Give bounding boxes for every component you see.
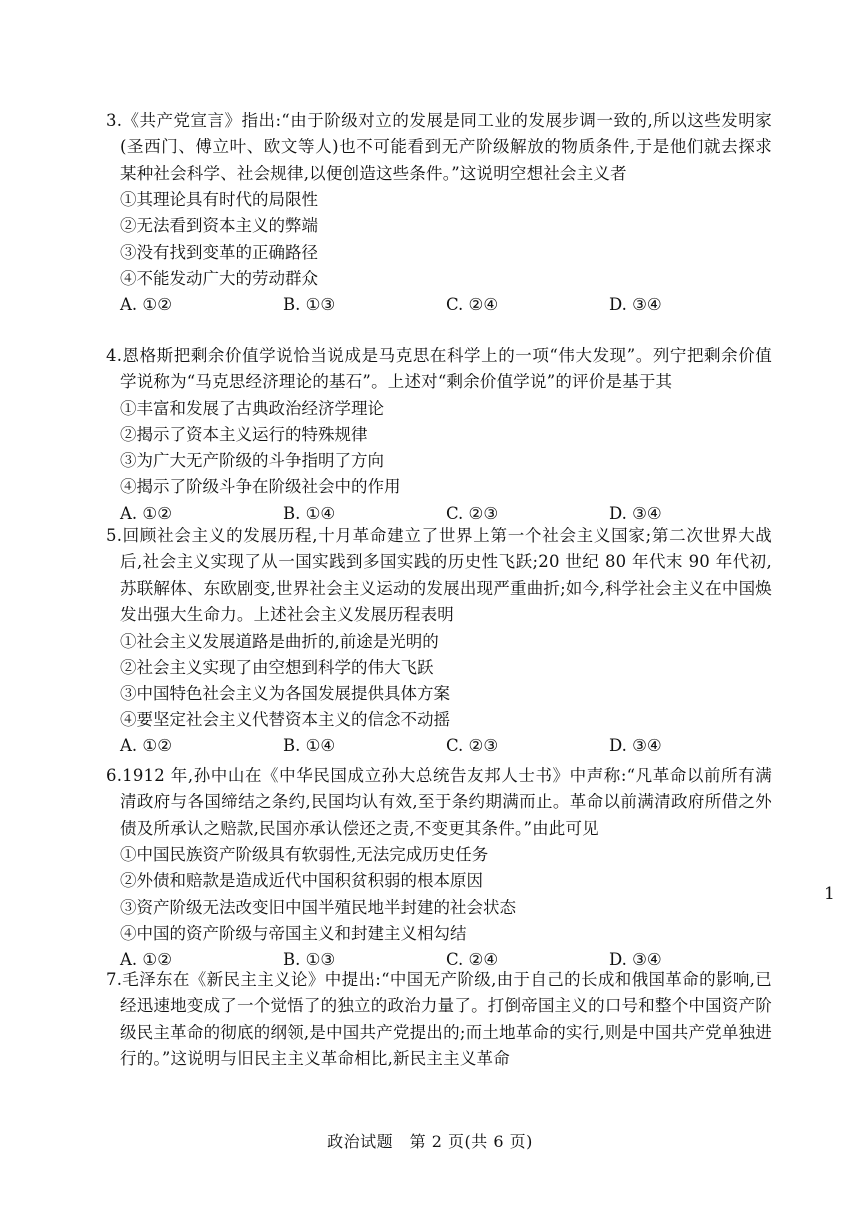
page-footer: 政治试题 第 2 页(共 6 页) [327,1132,533,1151]
answer-choice-d: D. ③④ [609,950,662,970]
answer-choice-b: B. ①③ [283,295,336,315]
statement-option: ③中国特色社会主义为各国发展提供具体方案 [120,684,450,704]
question-7 [106,967,772,1073]
answer-choice-a: A. ①② [120,736,172,756]
answer-choices [106,733,772,759]
statement-option: ③资产阶级无法改变旧中国半殖民地半封建的社会状态 [120,897,516,917]
statement-option: ②无法看到资本主义的弊端 [120,216,318,236]
answer-choice-c: C. ②④ [446,295,499,315]
question-stem: 3.《共产党宣言》指出:“由于阶级对立的发展是同工业的发展步调一致的,所以这些发明家(圣西门、傅立叶、欧文等人)也不可能看到无产阶级解放的物质条件,于是他们就去探求某种社会科学、社会规律,以便创造这些条件。”这说明空想社会主义者 [106,111,772,183]
statement-option: ③为广大无产阶级的斗争指明了方向 [120,451,384,471]
statement-option: ①丰富和发展了古典政治经济学理论 [120,398,384,418]
question-stem: 7.毛泽东在《新民主主义论》中提出:“中国无产阶级,由于自己的长成和俄国革命的影响,已经迅速地变成了一个觉悟了的独立的政治力量了。打倒帝国主义的口号和整个中国资产阶级民主革命的彻底的纲领,是中国共产党提出的;而土地革命的实行,则是中国共产党单独进行的。”这说明与旧民主主义革命相比,新民主主义革命 [106,970,772,1069]
answer-choice-a: A. ①② [120,950,172,970]
statement-option: ①中国民族资产阶级具有软弱性,无法完成历史任务 [120,845,489,865]
statement-option: ②外债和赔款是造成近代中国积贫积弱的根本原因 [120,871,483,891]
statement-option: ①社会主义发展道路是曲折的,前途是光明的 [120,631,439,651]
question-stem: 6.1912 年,孙中山在《中华民国成立孙大总统告友邦人士书》中声称:“凡革命以前所有满清政府与各国缔结之条约,民国均认有效,至于条约期满而止。革命以前满清政府所借之外债及所承认之赔款,民国亦承认偿还之责,不变更其条件。”由此可见 [106,766,772,838]
question-3 [106,108,772,318]
side-page-number: 1 [824,884,835,904]
question-5 [106,523,772,759]
question-6 [106,763,772,973]
answer-choice-c: C. ②③ [446,736,499,756]
answer-choice-a: A. ①② [120,503,172,523]
answer-choice-d: D. ③④ [609,295,662,315]
statement-option: ①其理论具有时代的局限性 [120,190,318,210]
answer-choice-d: D. ③④ [609,503,662,523]
statement-option: ④不能发动广大的劳动群众 [120,268,318,288]
answer-choice-d: D. ③④ [609,736,662,756]
answer-choices [106,292,772,318]
answer-choice-b: B. ①③ [283,950,336,970]
statement-option: ②社会主义实现了由空想到科学的伟大飞跃 [120,657,434,677]
answer-choice-b: B. ①④ [283,503,336,523]
answer-choice-c: C. ②④ [446,950,499,970]
question-stem: 4.恩格斯把剩余价值学说恰当说成是马克思在科学上的一项“伟大发现”。列宁把剩余价值学说称为“马克思经济理论的基石”。上述对“剩余价值学说”的评价是基于其 [106,346,772,392]
statement-option: ②揭示了资本主义运行的特殊规律 [120,425,368,445]
answer-choice-b: B. ①④ [283,736,336,756]
statement-option: ④揭示了阶级斗争在阶级社会中的作用 [120,477,401,497]
question-stem: 5.回顾社会主义的发展历程,十月革命建立了世界上第一个社会主义国家;第二次世界大战后,社会主义实现了从一国实践到多国实践的历史性飞跃;20 世纪 80 年代末 90 年代初,苏联解体、东欧剧变,世界社会主义运动的发展出现严重曲折;如今,科学社会主义在中国焕发出强大生命力。上述社会主义发展历程表明 [106,526,772,625]
statement-option: ④要坚定社会主义代替资本主义的信念不动摇 [120,710,450,730]
answer-choice-a: A. ①② [120,295,172,315]
statement-option: ④中国的资产阶级与帝国主义和封建主义相勾结 [120,923,467,943]
statement-option: ③没有找到变革的正确路径 [120,242,318,262]
answer-choice-c: C. ②③ [446,503,499,523]
question-4 [106,343,772,527]
